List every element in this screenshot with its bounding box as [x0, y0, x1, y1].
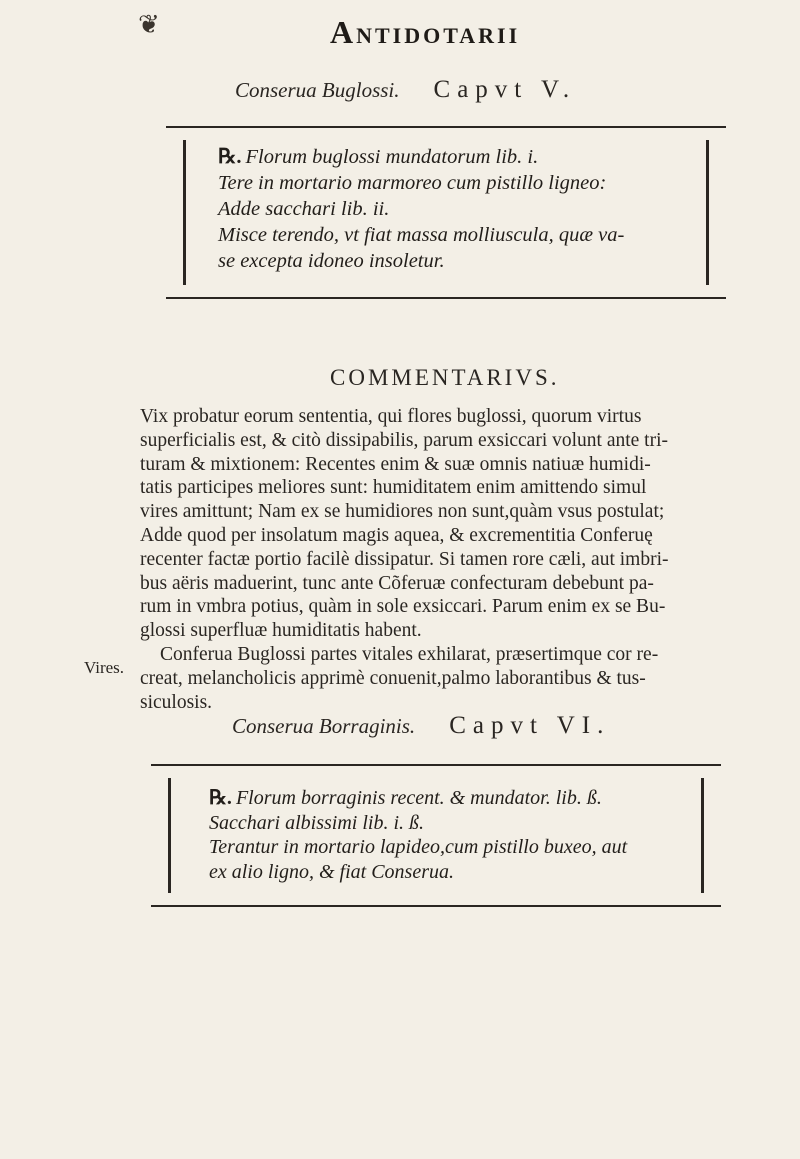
- chapter-6-heading: [232, 712, 610, 740]
- text-line: glossi superfluæ humiditatis habent.: [140, 620, 422, 642]
- text-line: Conferua Buglossi partes vitales exhilarat, præsertimque cor re-: [160, 644, 659, 665]
- text-line: Adde quod per insolatum magis aquea, & excrementitia Conferuę: [140, 524, 653, 546]
- fleuron-ornament: ❦: [138, 10, 160, 39]
- commentary-heading: COMMENTARIVS.: [330, 365, 560, 390]
- text-line: turam & mixtionem: Recentes enim & suæ omnis natiuæ humidi-: [140, 453, 651, 475]
- chapter-5-heading: [235, 76, 576, 104]
- text-line: recenter factæ portio facilè dissipatur. Si tamen rore cæli, aut imbri-: [140, 548, 669, 570]
- recipe-5-text: [218, 144, 624, 274]
- chapter-6-number: Capvt VI.: [449, 712, 611, 739]
- recipe-5-line: ℞. Florum buglossi mundatorum lib. i.: [218, 146, 539, 168]
- text-line: creat, melancholicis apprimè conuenit,palmo laborantibus & tus-: [140, 667, 646, 689]
- running-head: Antidotarii: [330, 14, 521, 50]
- recipe-6-text: [209, 786, 627, 884]
- recipe-6-line: ex alio ligno, & fiat Conserua.: [209, 860, 454, 883]
- recipe-5-line: Tere in mortario marmoreo cum pistillo ligneo:: [218, 172, 607, 194]
- recipe-symbol: ℞.: [209, 787, 232, 809]
- text-line: superficialis est, & citò dissipabilis, parum exsiccari volunt ante tri-: [140, 429, 668, 451]
- text-line: bus aëris maduerint, tunc ante Cõferuæ confecturam debebunt pa-: [140, 572, 654, 594]
- recipe-6-line: Sacchari albissimi lib. i. ß.: [209, 811, 424, 834]
- text-line: tatis participes meliores sunt: humiditatem enim amittendo simul: [140, 477, 647, 499]
- commentary-paragraph-1: [140, 405, 669, 643]
- recipe-6-line: Terantur in mortario lapideo,cum pistillo buxeo, aut: [209, 836, 628, 858]
- recipe-6-frame: [168, 778, 704, 893]
- chapter-5-number: Capvt V.: [433, 76, 577, 103]
- marginal-note: Vires.: [84, 658, 125, 677]
- text-line: vires amittunt; Nam ex se humidiores non sunt,quàm vsus postulat;: [140, 501, 665, 523]
- recipe-6-line: ℞. Florum borraginis recent. & mundator. lib. ß.: [209, 787, 602, 809]
- recipe-symbol: ℞.: [218, 146, 242, 168]
- text-line: siculosis.: [140, 691, 213, 713]
- commentary-paragraph-2: [140, 643, 660, 714]
- text-line: Vix probatur eorum sententia, qui flores buglossi, quorum virtus: [140, 406, 642, 427]
- chapter-6-title: Conserua Borraginis.: [232, 714, 416, 738]
- recipe-5-line: se excepta idoneo insoletur.: [218, 250, 445, 272]
- recipe-5-frame: [183, 140, 709, 285]
- chapter-5-title: Conserua Buglossi.: [235, 78, 400, 102]
- recipe-5-line: Adde sacchari lib. ii.: [218, 198, 390, 220]
- text-line: rum in vmbra potius, quàm in sole exsiccari. Parum enim ex se Bu-: [140, 596, 666, 618]
- recipe-5-line: Misce terendo, vt fiat massa molliuscula, quæ va-: [218, 224, 625, 246]
